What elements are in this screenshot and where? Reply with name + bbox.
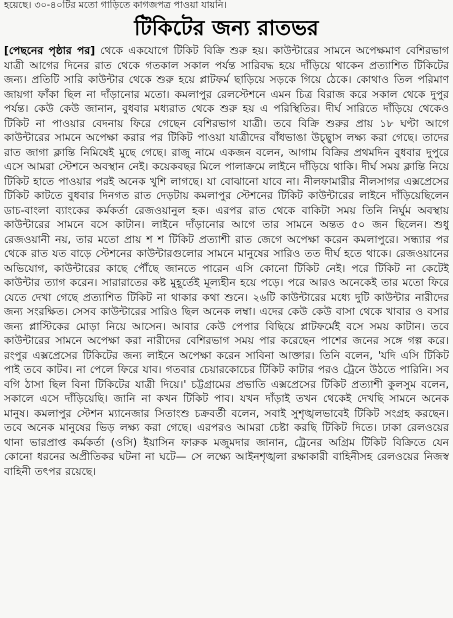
article-body-text: থেকে একযোগে টিকিট বিক্রি শুরু হয়। কাউন্টারের সামনে অপেক্ষমাণ বেশিরভাগ যাত্রী আগের দিনের রাত থেকে গতকাল সকাল পর্যন্ত সারিবদ্ধ হয়ে দাঁড়িয়ে থাকেন প্রত্যাশিত টিকিটের জন্য। প্রতিটি সারি কাউন্টার থেকে শুরু হয়ে প্লাটফর্ম ছাড়িয়ে সড়কে গিয়ে ঠেকে। কোথাও তিল পরিমাণ জায়গা ফাঁকা ছিল না দাঁড়ানোর মতো। কমলাপুর রেলস্টেশনে এমন চিত্র বিরাজ করে সকাল থেকে দুপুর পর্যন্ত। কেউ কেউ জানান, বুধবার মধ্যরাত থেকে শুরু হয় এ পরিস্থিতির। দীর্ঘ সারিতে দাঁড়িয়ে থেকেও টিকিট না পাওয়ার বেদনায় ফিরে গেছেন বেশিরভাগ যাত্রী। তবে বিক্রি শুরুর প্রায় ১৮ ঘণ্টা আগে কাউন্টারের সামনে অপেক্ষা করার পর টিকিট পাওয়া যাত্রীদের বাঁধভাঙা উচ্ছ্বাস লক্ষ্য করা গেছে। তাদের রাত জাগা ক্লান্তি নিমিষেই মুছে গেছে। রাজু নামে একজন বলেন, আগাম বিক্রির প্রথমদিন বুধবার দুপুরে এসে আমরা স্টেশনে অবস্থান নেই। কয়েকবছর মিলে পালাক্রমে লাইনে দাঁড়িয়ে থাকি। দীর্ঘ সময় ক্লান্তি নিয়ে টিকিট হাতে পাওয়ার পরই অনেক খুশি লাগছে। যা বোঝানো যাবে না। নীলফামারীর নীলসাগর এক্সপ্রেসের টিকিট কাটতে বুধবার দিনগত রাত দেড়টায় কমলাপুর স্টেশনের টিকিট কাউন্টারের লাইনে দাঁড়িয়েছিলেন ডাচ-বাংলা ব্যাংকের কর্মকর্তা রেজওয়ানুল হক। এরপর রাত থেকে বাকিটা সময় তিনি নির্ঘুম অবস্থায় কাউন্টারের সামনে বসে কাটান। লাইনে দাঁড়ানোর আগে তার সামনে অন্তত ৫০ জন ছিলেন। শুধু রেজওয়ানী নয়, তার মতো প্রায় শ শ টিকিট প্রত্যাশী রাত জেগে অপেক্ষা করেন কমলাপুরে। সন্ধ্যার পর থেকে রাত যত বাড়ে স্টেশনের কাউন্টারগুলোর সামনে মানুষের সারিও তত দীর্ঘ হতে থাকে। রেজওয়ানের অভিযোগ, কাউন্টারের কাছে পৌঁছে জানতে পারেন এসি কোনো টিকিট নেই। পরে টিকিট না কেটেই কাউন্টার ত্যাগ করেন। সারারাতের কষ্ট মুহূর্তেই মূল্যহীন হয়ে পড়ে। পরে আরও অনেকেই তার মতো ফিরে যেতে দেখা গেছে প্রত্যাশিত টিকিট না থাকার কথা শুনে। ২৬টি কাউন্টারের মধ্যে দুটি কাউন্টার নারীদের জন্য সংরক্ষিত। সেসব কাউন্টারের সারিও ছিল অনেক লম্বা। এদের কেউ কেউ বাসা থেকে খাবার ও বসার জন্য প্লাস্টিকের মোড়া নিয়ে আসেন। আবার কেউ পেপার বিছিয়ে প্লাটফর্মেই বসে সময় কাটান। তবে কাউন্টারের সামনে অপেক্ষা করা নারীদের বেশিরভাগ সময় পার করেছেন পাশের জনের সঙ্গে গল্প করে। রংপুর এক্সপ্রেসের টিকিটের জন্য লাইনে অপেক্ষা করেন সাবিনা আক্তার। তিনি বলেন, 'যদি এসি টিকিট পাই তবে কাটব। না পেলে ফিরে যাব। গতবার চেয়ারকোচের টিকিট কাটার পরও ট্রেনে উঠতে পারিনি। সব বগি ঠাসা ছিল বিনা টিকিটের যাত্রী দিয়ে।' চট্টগ্রামের প্রভাতি এক্সপ্রেসের টিকিট প্রত্যাশী কুলসুম বলেন, সকালে এসে দাঁড়িয়েছি। জানি না কখন টিকিট পাব। যখন দাঁড়াই তখন থেকেই দেখছি সামনে অনেক মানুষ। কমলাপুর স্টেশন ম্যানেজার সিতাংশু চক্রবর্তী বলেন, সবাই সুশৃঙ্খলভাবেই টিকিট সংগ্রহ করছেন। তবে অনেক মানুষের ভিড় লক্ষ্য করা গেছে। এরপরও আমরা চেষ্টা করছি টিকিট দিতে। ঢাকা রেলওয়ের থানা ভারপ্রাপ্ত কর্মকর্তা (ওসি) ইয়াসিন ফারুক মজুমদার জানান, ট্রেনের অগ্রিম টিকিট বিক্রিতে যেন কোনো ধরনের অপ্রীতিকর ঘটনা না ঘটে— সে লক্ষ্যে আইনশৃঙ্খলা রক্ষাকারী বাহিনীসহ রেলওয়ের নিজস্ব বাহিনী তৎপর রয়েছে। (4, 45, 449, 478)
article-body (4, 44, 449, 616)
headline: টিকিটের জন্য রাতভর (134, 16, 319, 40)
previous-article-tail: হয়েছে। ৩০-৪০টির মতো গাড়িতে কাগজপত্র পাওয়া যায়নি। (4, 0, 227, 11)
headline-container (0, 13, 453, 43)
continued-from-back-page: [পেছনের পৃষ্ঠার পর] (4, 45, 96, 57)
